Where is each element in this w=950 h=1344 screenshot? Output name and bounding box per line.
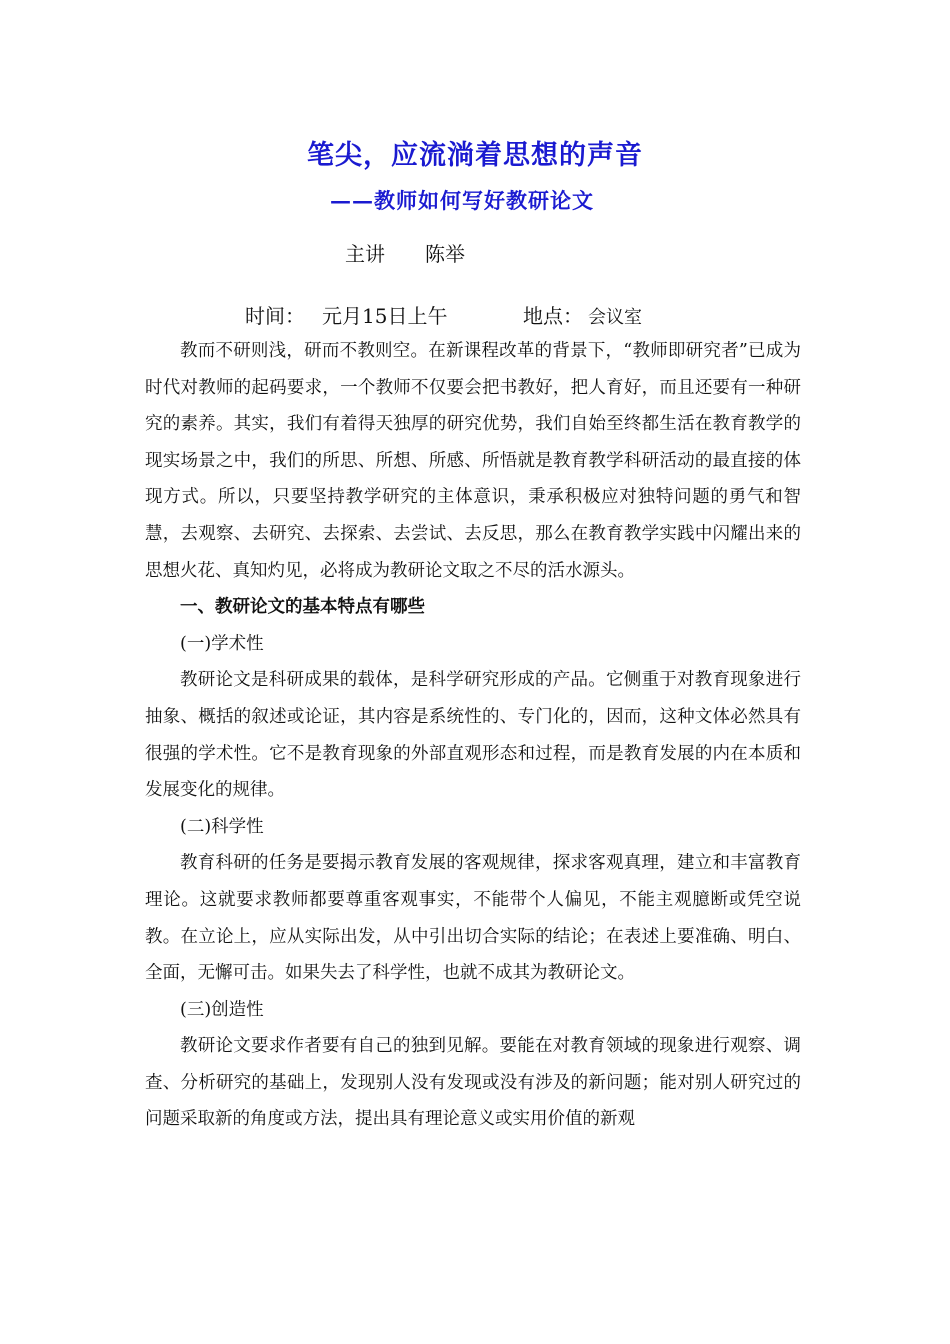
subheading-scientific: (二)科学性 [180,816,264,837]
document-subtitle: ——教师如何写好教研论文 [330,188,594,213]
document-title: 笔尖，应流淌着思想的声音 [307,140,643,171]
subheading-creative: (三)创造性 [180,999,264,1020]
place-label: 地点： [523,304,583,328]
speaker-label: 主讲 [345,242,385,266]
paragraph-creative: 教研论文要求作者要有自己的独到见解。要能在对教育领域的现象进行观察、调查、分析研究的基础上，发现别人没有发现或没有涉及的新问题；能对别人研究过的问题采取新的角度或方法，提出具有理论意义或实用价值的新观 [145,1036,801,1130]
time-value: 元月15日上午 [322,304,448,328]
document-body [145,333,801,1138]
intro-paragraph: 教而不研则浅，研而不教则空。在新课程改革的背景下，“教师即研究者”已成为时代对教师的起码要求，一个教师不仅要会把书教好，把人育好，而且还要有一种研究的素养。其实，我们有着得天独厚的研究优势，我们自始至终都生活在教育教学的现实场景之中，我们的所思、所想、所感、所悟就是教育教学科研活动的最直接的体现方式。所以，只要坚持教学研究的主体意识，秉承积极应对独特问题的勇气和智慧，去观察、去研究、去探索、去尝试、去反思，那么在教育教学实践中闪耀出来的思想火花、真知灼见，必将成为教研论文取之不尽的活水源头。 [145,341,801,581]
section-heading-features: 一、教研论文的基本特点有哪些 [180,597,425,618]
subheading-academic: (一)学术性 [180,633,264,654]
time-label: 时间： [245,304,305,328]
speaker-name: 陈举 [425,242,465,266]
paragraph-scientific: 教育科研的任务是要揭示教育发展的客观规律，探求客观真理，建立和丰富教育理论。这就要求教师都要尊重客观事实，不能带个人偏见，不能主观臆断或凭空说教。在立论上，应从实际出发，从中引出切合实际的结论；在表述上要准确、明白、全面，无懈可击。如果失去了科学性，也就不成其为教研论文。 [145,853,801,984]
place-value: 会议室 [588,307,642,328]
paragraph-academic: 教研论文是科研成果的载体，是科学研究形成的产品。它侧重于对教育现象进行抽象、概括的叙述或论证，其内容是系统性的、专门化的，因而，这种文体必然具有很强的学术性。它不是教育现象的外部直观形态和过程，而是教育发展的内在本质和发展变化的规律。 [145,670,801,801]
